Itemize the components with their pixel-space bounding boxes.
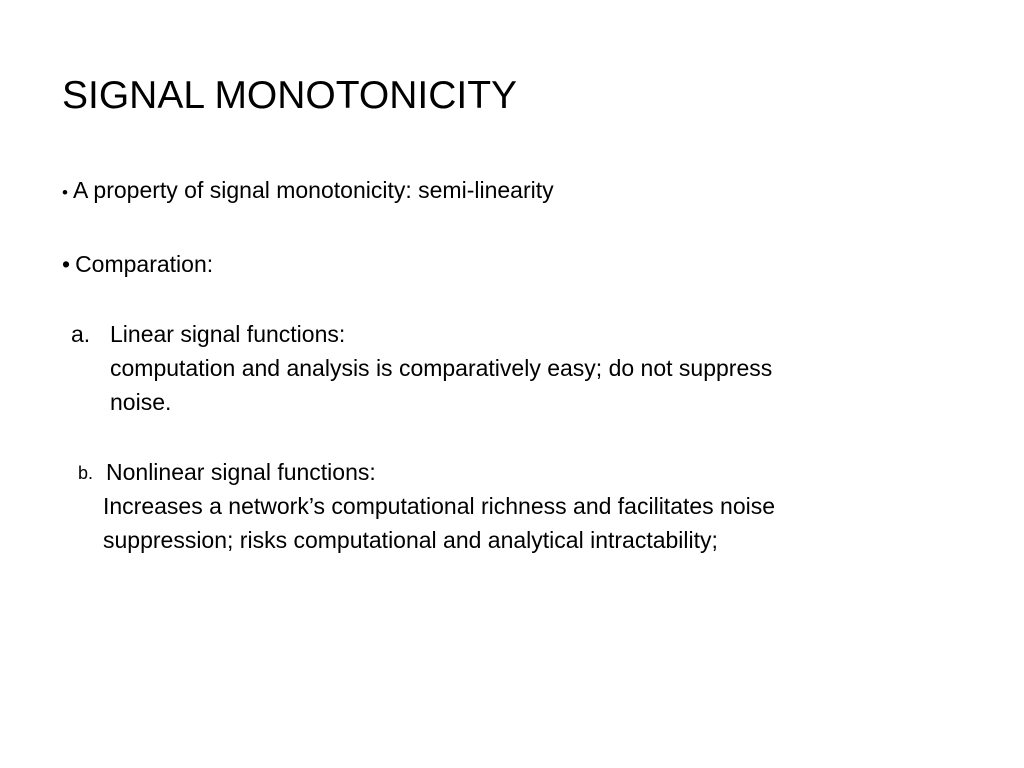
bullet-comparation: [62, 249, 213, 279]
item-b-marker: b.: [78, 463, 94, 483]
bullet-text: A property of signal monotonicity: semi-linearity: [72, 177, 554, 203]
bullet-property: [62, 175, 554, 208]
item-a-line-1: computation and analysis is comparatively easy; do not suppress: [110, 355, 773, 381]
slide-title: SIGNAL MONOTONICITY: [62, 74, 518, 117]
item-a-line-2: noise.: [110, 389, 172, 415]
item-b-line-2: suppression; risks computational and analytical intractability;: [103, 527, 718, 553]
bullet-marker: •: [62, 251, 71, 277]
bullet-marker: •: [62, 183, 68, 202]
item-a-heading: Linear signal functions:: [110, 321, 346, 347]
bullet-text: Comparation:: [75, 251, 214, 277]
item-b-heading: Nonlinear signal functions:: [106, 459, 376, 485]
item-b-line-1: Increases a network’s computational richness and facilitates noise: [103, 493, 776, 519]
item-a-marker: a.: [71, 321, 91, 347]
